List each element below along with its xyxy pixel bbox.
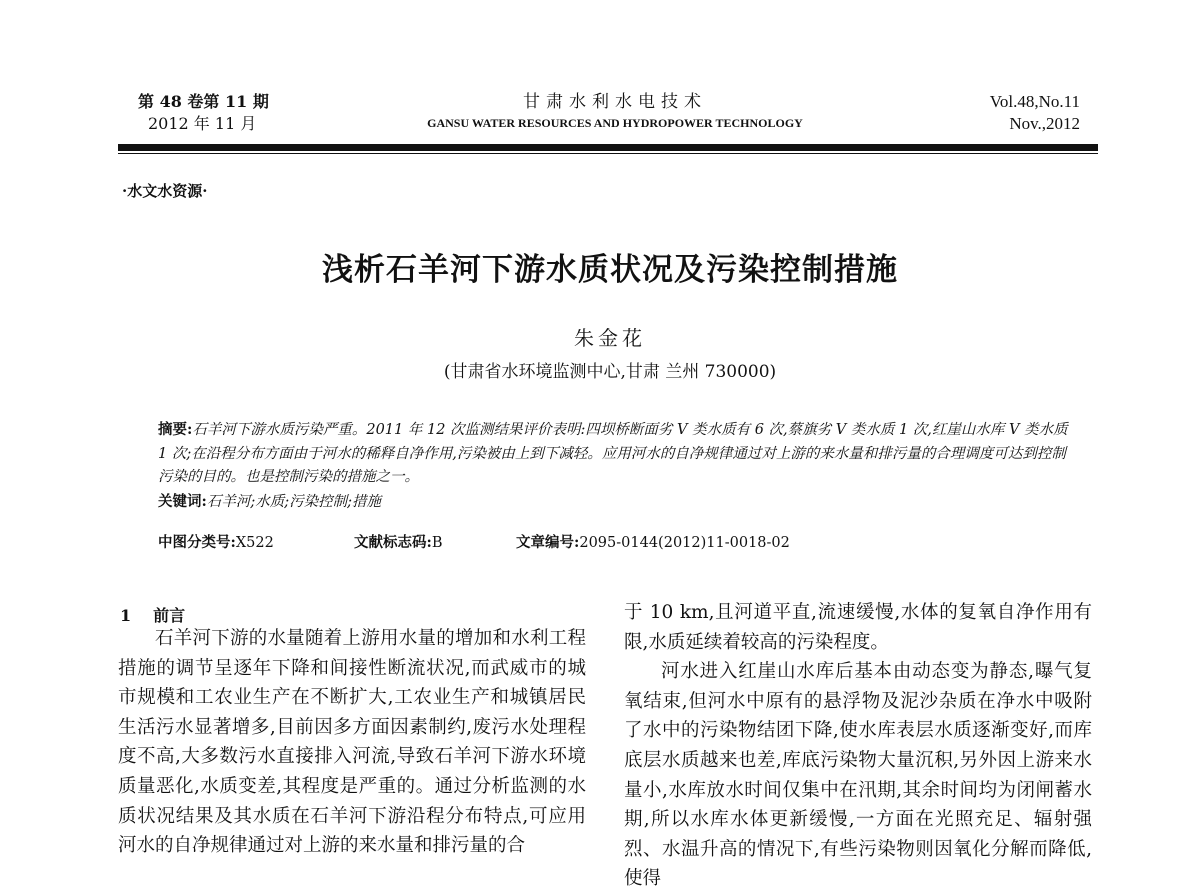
author-affiliation: (甘肃省水环境监测中心,甘肃 兰州 730000) bbox=[443, 362, 777, 382]
abstract bbox=[158, 418, 1078, 514]
author-name: 朱金花 bbox=[574, 326, 646, 350]
article-number-label: 文章编号: bbox=[516, 534, 580, 551]
section-title: 前言 bbox=[153, 606, 186, 625]
abstract-text: 石羊河下游水质污染严重。2011 年 12 次监测结果评价表明:四坝桥断面劣 V 类水质有 6 次,蔡旗劣 V 类水质 1 次,红崖山水库 V 类水质 1 次;在沿程分布方面由于河水的稀释自净作用,污染被由上到下减轻。应用河水的自净规律通过对上游的来水量和排污量的合理调度可达到控制污染的目的。也是控制污染的措施之一。 bbox=[158, 422, 1068, 485]
journal-issue bbox=[138, 91, 269, 135]
article-number bbox=[516, 531, 790, 552]
paper-title: 浅析石羊河下游水质状况及污染控制措施 bbox=[322, 252, 898, 288]
article-number-value: 2095-0144(2012)11-0018-02 bbox=[579, 535, 790, 551]
document-code bbox=[354, 531, 443, 552]
section-number: 1 bbox=[120, 606, 132, 625]
abstract-label: 摘要: bbox=[158, 421, 193, 438]
doc-code-label: 文献标志码: bbox=[354, 534, 432, 551]
volume-number: Vol.48,No.11 bbox=[989, 92, 1080, 111]
paragraph: 河水进入红崖山水库后基本由动态变为静态,曝气复氧结束,但河水中原有的悬浮物及泥沙杂质在净水中吸附了水中的污染物结团下降,使水库表层水质逐渐变好,而库底层水质越来也差,库底污染物大量沉积,另外因上游来水量小,水库放水时间仅集中在汛期,其余时间均为闭闸蓄水期,所以水库水体更新缓慢,一方面在光照充足、辐射强烈、水温升高的情况下,有些污染物则因氧化分解而降低,使得 bbox=[624, 661, 1092, 890]
doc-code-value: B bbox=[431, 535, 443, 551]
keywords-label: 关键词: bbox=[158, 492, 207, 510]
classification-number bbox=[158, 531, 274, 552]
paragraph: 石羊河下游的水量随着上游用水量的增加和水利工程措施的调节呈逐年下降和间接性断流状况,而武威市的城市规模和工农业生产在不断扩大,工农业生产和城镇居民生活污水显著增多,目前因多方面因素制约,废污水处理程度不高,大多数污水直接排入河流,导致石羊河下游水环境质量恶化,水质变差,其程度是严重的。通过分析监测的水质状况结果及其水质在石羊河下游沿程分布特点,可应用河水的自净规律通过对上游的来水量和排污量的合 bbox=[118, 628, 586, 857]
issue-date: 2012 年 11 月 bbox=[148, 114, 257, 133]
keywords-text: 石羊河;水质;污染控制;措施 bbox=[206, 493, 382, 510]
journal-name-cn: 甘肃水利水电技术 bbox=[523, 92, 707, 112]
section-tag: ·水文水资源· bbox=[122, 182, 208, 200]
classification-label: 中图分类号: bbox=[158, 534, 236, 551]
body-column-left bbox=[118, 624, 586, 861]
section-heading bbox=[120, 603, 185, 626]
journal-name-en: GANSU WATER RESOURCES AND HYDROPOWER TECHNOLOGY bbox=[427, 116, 803, 130]
header-rule-thin bbox=[118, 153, 1098, 154]
classification-value: X522 bbox=[235, 535, 274, 551]
journal-name bbox=[390, 91, 840, 133]
body-column-right bbox=[624, 598, 1092, 894]
header-rule-thick bbox=[118, 144, 1098, 151]
journal-volume bbox=[990, 91, 1080, 135]
article-metadata bbox=[158, 531, 1078, 555]
volume-date: Nov.,2012 bbox=[1009, 114, 1080, 133]
paragraph: 于 10 km,且河道平直,流速缓慢,水体的复氧自净作用有限,水质延续着较高的污染程度。 bbox=[624, 602, 1092, 653]
issue-number: 第 48 卷第 11 期 bbox=[138, 92, 269, 111]
